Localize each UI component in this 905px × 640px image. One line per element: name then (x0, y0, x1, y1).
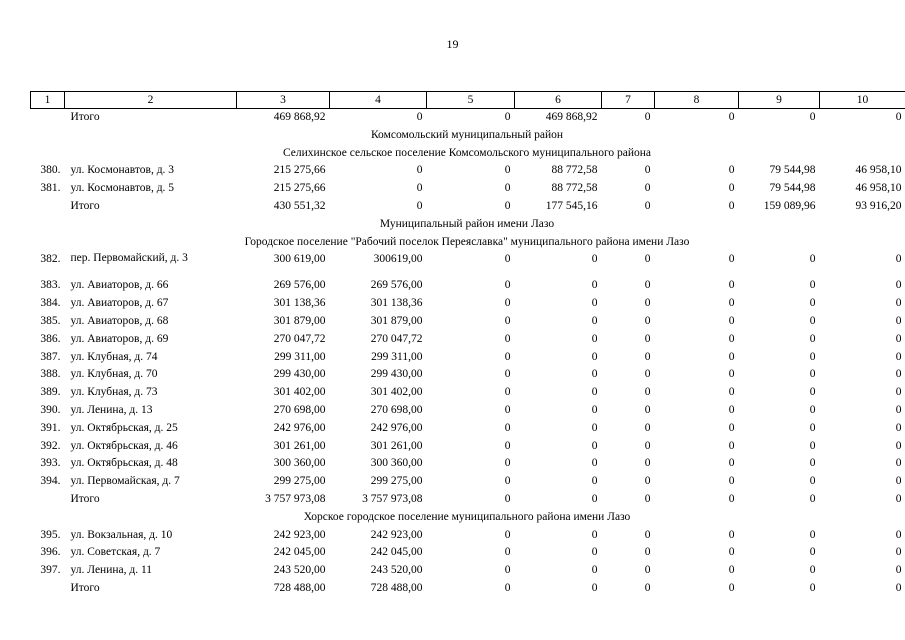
table-row (31, 529, 905, 547)
address-cell: ул. Октябрьская, д. 48 (70, 457, 178, 470)
value-cell: 3 757 973,08 (362, 492, 423, 505)
value-cell: 0 (809, 332, 816, 345)
value-cell: 0 (504, 297, 511, 310)
value-cell: 0 (895, 528, 902, 541)
table-row (31, 546, 905, 564)
value-cell: 0 (644, 457, 651, 470)
value-cell: 0 (591, 581, 598, 594)
value-cell: 270 047,72 (370, 332, 423, 345)
section-title: Комсомольский муниципальный район (370, 128, 564, 141)
value-cell: 0 (809, 439, 816, 452)
value-cell: 0 (644, 350, 651, 363)
address-cell: Итого (70, 581, 100, 594)
section-row (31, 129, 905, 147)
value-cell: 0 (504, 111, 511, 123)
value-cell: 0 (728, 546, 735, 559)
value-cell: 0 (504, 581, 511, 594)
value-cell: 0 (591, 403, 598, 416)
row-index: 387. (40, 350, 61, 363)
table-row (31, 182, 905, 200)
value-cell: 0 (591, 492, 598, 505)
table-row (31, 457, 905, 475)
column-header: 9 (739, 92, 820, 109)
section-row (31, 218, 905, 236)
value-cell: 269 576,00 (273, 279, 326, 292)
table-row (31, 351, 905, 369)
value-cell: 0 (644, 581, 651, 594)
row-index: 380. (40, 164, 61, 177)
value-cell: 301 402,00 (370, 386, 423, 399)
value-cell: 0 (728, 492, 735, 505)
value-cell: 243 520,00 (273, 564, 326, 577)
value-cell: 0 (504, 439, 511, 452)
row-index: 390. (40, 403, 61, 416)
value-cell: 0 (728, 314, 735, 327)
value-cell: 0 (809, 314, 816, 327)
value-cell: 0 (644, 403, 651, 416)
header-row (31, 92, 905, 109)
value-cell: 0 (591, 253, 598, 266)
value-cell: 0 (728, 182, 735, 195)
value-cell: 0 (809, 475, 816, 488)
value-cell: 270 698,00 (370, 403, 423, 416)
value-cell: 0 (591, 564, 598, 577)
column-header: 8 (655, 92, 739, 109)
row-index: 384. (40, 297, 61, 310)
row-index (31, 582, 65, 600)
value-cell: 0 (591, 279, 598, 292)
value-cell: 0 (504, 314, 511, 327)
address-cell: ул. Советская, д. 7 (70, 546, 161, 559)
value-cell: 242 923,00 (370, 528, 423, 541)
value-cell: 177 545,16 (545, 199, 598, 212)
table-row (31, 386, 905, 404)
value-cell: 301 138,36 (273, 297, 326, 310)
value-cell: 0 (591, 350, 598, 363)
value-cell: 0 (644, 253, 651, 266)
value-cell: 0 (504, 546, 511, 559)
table-header (31, 92, 905, 109)
value-cell: 0 (809, 111, 816, 123)
value-cell: 0 (591, 368, 598, 381)
address-cell: ул. Клубная, д. 73 (70, 386, 158, 399)
value-cell: 0 (728, 111, 735, 123)
value-cell: 0 (728, 368, 735, 381)
table-row (31, 333, 905, 351)
value-cell: 0 (728, 386, 735, 399)
value-cell: 0 (644, 314, 651, 327)
row-index: 393. (40, 457, 61, 470)
value-cell: 0 (644, 332, 651, 345)
row-index: 381. (40, 182, 61, 195)
value-cell: 299 430,00 (273, 368, 326, 381)
value-cell: 0 (809, 386, 816, 399)
value-cell: 0 (809, 368, 816, 381)
value-cell: 430 551,32 (273, 199, 326, 212)
value-cell: 0 (895, 386, 902, 399)
value-cell: 0 (504, 492, 511, 505)
address-cell: ул. Клубная, д. 70 (70, 368, 158, 381)
value-cell: 0 (591, 332, 598, 345)
value-cell: 301 261,00 (273, 439, 326, 452)
value-cell: 242 976,00 (370, 421, 423, 434)
value-cell: 299 311,00 (274, 350, 326, 363)
address-cell: ул. Авиаторов, д. 68 (70, 314, 169, 327)
value-cell: 0 (809, 297, 816, 310)
value-cell: 0 (504, 528, 511, 541)
value-cell: 3 757 973,08 (265, 492, 326, 505)
value-cell: 0 (504, 332, 511, 345)
value-cell: 79 544,98 (769, 182, 816, 195)
value-cell: 0 (809, 564, 816, 577)
column-header: 4 (330, 92, 427, 109)
value-cell: 0 (504, 350, 511, 363)
value-cell: 215 275,66 (273, 182, 326, 195)
address-cell: ул. Космонавтов, д. 5 (70, 182, 175, 195)
value-cell: 215 275,66 (273, 164, 326, 177)
section-title: Хорское городское поселение муниципального района имени Лазо (303, 510, 631, 523)
table-row (31, 422, 905, 440)
section-row (31, 511, 905, 529)
value-cell: 0 (591, 297, 598, 310)
table-row (31, 164, 905, 182)
value-cell: 0 (809, 279, 816, 292)
value-cell: 0 (728, 164, 735, 177)
value-cell: 0 (895, 403, 902, 416)
section-title: Муниципальный район имени Лазо (379, 217, 555, 230)
row-index (31, 493, 65, 511)
value-cell: 0 (728, 199, 735, 212)
row-index: 386. (40, 332, 61, 345)
section-row (31, 236, 905, 254)
total-row (31, 109, 905, 129)
value-cell: 300 360,00 (273, 457, 326, 470)
value-cell: 299 430,00 (370, 368, 423, 381)
value-cell: 0 (644, 297, 651, 310)
value-cell: 0 (728, 332, 735, 345)
row-index: 391. (40, 421, 61, 434)
value-cell: 0 (644, 199, 651, 212)
value-cell: 242 976,00 (273, 421, 326, 434)
section-title: Селихинское сельское поселение Комсомольского муниципального района (282, 146, 652, 159)
value-cell: 0 (504, 475, 511, 488)
value-cell: 0 (504, 253, 511, 266)
value-cell: 0 (895, 581, 902, 594)
column-header: 3 (237, 92, 330, 109)
value-cell: 0 (591, 421, 598, 434)
value-cell: 243 520,00 (370, 564, 423, 577)
value-cell: 0 (895, 439, 902, 452)
value-cell: 0 (644, 492, 651, 505)
value-cell: 0 (644, 111, 651, 123)
value-cell: 0 (591, 528, 598, 541)
value-cell: 0 (809, 421, 816, 434)
value-cell: 301 138,36 (370, 297, 423, 310)
value-cell: 0 (728, 564, 735, 577)
row-index: 395. (40, 528, 61, 541)
section-row (31, 147, 905, 165)
value-cell: 0 (895, 314, 902, 327)
column-header: 1 (31, 92, 65, 109)
value-cell: 0 (416, 164, 423, 177)
value-cell: 46 958,10 (855, 164, 902, 177)
row-index: 394. (40, 475, 61, 488)
value-cell: 0 (504, 182, 511, 195)
value-cell: 0 (809, 546, 816, 559)
value-cell: 0 (644, 475, 651, 488)
value-cell: 0 (504, 421, 511, 434)
value-cell: 0 (591, 546, 598, 559)
table-row (31, 440, 905, 458)
value-cell: 0 (644, 546, 651, 559)
value-cell: 0 (895, 279, 902, 292)
address-cell: ул. Вокзальная, д. 10 (70, 528, 173, 541)
value-cell: 0 (728, 439, 735, 452)
value-cell: 0 (644, 528, 651, 541)
value-cell: 242 045,00 (370, 546, 423, 559)
value-cell: 0 (728, 457, 735, 470)
value-cell: 0 (644, 164, 651, 177)
value-cell: 0 (504, 386, 511, 399)
value-cell: 0 (895, 297, 902, 310)
table-row (31, 279, 905, 297)
row-index: 396. (40, 546, 61, 559)
value-cell: 0 (591, 439, 598, 452)
value-cell: 0 (728, 253, 735, 266)
table-row (31, 368, 905, 386)
column-header: 5 (427, 92, 515, 109)
value-cell: 0 (895, 332, 902, 345)
value-cell: 0 (728, 403, 735, 416)
value-cell: 0 (895, 350, 902, 363)
value-cell: 0 (416, 199, 423, 212)
section-title: Городское поселение "Рабочий поселок Переяславка" муниципального района имени Лазо (244, 235, 690, 248)
total-row (31, 200, 905, 218)
value-cell: 0 (416, 182, 423, 195)
row-index: 389. (40, 386, 61, 399)
address-cell: ул. Космонавтов, д. 3 (70, 164, 175, 177)
row-index: 388. (40, 368, 61, 381)
address-cell: ул. Клубная, д. 74 (70, 350, 158, 363)
value-cell: 728 488,00 (273, 581, 326, 594)
address-cell: ул. Авиаторов, д. 67 (70, 297, 169, 310)
value-cell: 0 (809, 457, 816, 470)
value-cell: 0 (504, 403, 511, 416)
value-cell: 0 (504, 368, 511, 381)
row-index (31, 109, 65, 129)
value-cell: 0 (504, 564, 511, 577)
table-row (31, 404, 905, 422)
value-cell: 299 311,00 (371, 350, 423, 363)
value-cell: 469 868,92 (545, 111, 598, 123)
value-cell: 301 879,00 (273, 314, 326, 327)
address-cell: ул. Первомайская, д. 7 (70, 475, 180, 488)
address-cell: ул. Ленина, д. 11 (70, 564, 153, 577)
value-cell: 79 544,98 (769, 164, 816, 177)
value-cell: 0 (895, 492, 902, 505)
value-cell: 159 089,96 (763, 199, 816, 212)
value-cell: 0 (728, 581, 735, 594)
row-index: 383. (40, 279, 61, 292)
address-cell: ул. Октябрьская, д. 25 (70, 421, 178, 434)
value-cell: 0 (591, 475, 598, 488)
table-row (31, 475, 905, 493)
value-cell: 0 (895, 546, 902, 559)
value-cell: 0 (809, 350, 816, 363)
row-index: 382. (40, 253, 61, 266)
address-cell: пер. Первомайский, д. 3 (70, 252, 188, 265)
address-cell: ул. Ленина, д. 13 (70, 403, 153, 416)
value-cell: 0 (504, 279, 511, 292)
value-cell: 0 (895, 368, 902, 381)
value-cell: 0 (644, 439, 651, 452)
value-cell: 269 576,00 (370, 279, 423, 292)
address-cell: ул. Авиаторов, д. 66 (70, 279, 169, 292)
value-cell: 0 (728, 421, 735, 434)
value-cell: 46 958,10 (855, 182, 902, 195)
value-cell: 270 047,72 (273, 332, 326, 345)
value-cell: 0 (591, 386, 598, 399)
value-cell: 0 (591, 314, 598, 327)
value-cell: 299 275,00 (273, 475, 326, 488)
value-cell: 301 879,00 (370, 314, 423, 327)
row-index: 392. (40, 439, 61, 452)
value-cell: 242 923,00 (273, 528, 326, 541)
value-cell: 0 (895, 253, 902, 266)
row-index: 397. (40, 564, 61, 577)
address-cell: Итого (70, 492, 100, 505)
value-cell: 301 261,00 (370, 439, 423, 452)
address-cell: ул. Октябрьская, д. 46 (70, 439, 178, 452)
value-cell: 0 (644, 386, 651, 399)
total-row (31, 493, 905, 511)
value-cell: 88 772,58 (551, 182, 598, 195)
value-cell: 300 360,00 (370, 457, 423, 470)
value-cell: 0 (504, 164, 511, 177)
value-cell: 88 772,58 (551, 164, 598, 177)
page-number: 19 (446, 37, 459, 51)
column-header: 10 (820, 92, 905, 109)
value-cell: 242 045,00 (273, 546, 326, 559)
data-table (30, 91, 905, 600)
value-cell: 0 (809, 403, 816, 416)
value-cell: 728 488,00 (370, 581, 423, 594)
value-cell: 300619,00 (373, 253, 423, 266)
column-header: 6 (515, 92, 602, 109)
value-cell: 0 (809, 492, 816, 505)
value-cell: 93 916,20 (855, 199, 902, 212)
value-cell: 299 275,00 (370, 475, 423, 488)
value-cell: 0 (728, 350, 735, 363)
value-cell: 0 (895, 111, 902, 123)
value-cell: 0 (416, 111, 423, 123)
row-index: 385. (40, 314, 61, 327)
value-cell: 0 (644, 564, 651, 577)
value-cell: 0 (728, 475, 735, 488)
table-row (31, 315, 905, 333)
table-body (31, 109, 905, 600)
value-cell: 0 (644, 182, 651, 195)
column-header: 7 (602, 92, 655, 109)
value-cell: 0 (644, 368, 651, 381)
value-cell: 0 (895, 475, 902, 488)
value-cell: 0 (504, 457, 511, 470)
value-cell: 0 (809, 581, 816, 594)
address-cell: Итого (70, 199, 100, 212)
address-cell: ул. Авиаторов, д. 69 (70, 332, 169, 345)
value-cell: 469 868,92 (273, 111, 326, 123)
total-row (31, 582, 905, 600)
value-cell: 0 (644, 421, 651, 434)
value-cell: 270 698,00 (273, 403, 326, 416)
value-cell: 0 (809, 253, 816, 266)
value-cell: 0 (728, 279, 735, 292)
value-cell: 0 (895, 564, 902, 577)
table-row (31, 297, 905, 315)
value-cell: 0 (591, 457, 598, 470)
address-cell: Итого (70, 111, 100, 123)
column-header: 2 (65, 92, 237, 109)
value-cell: 301 402,00 (273, 386, 326, 399)
value-cell: 0 (644, 279, 651, 292)
value-cell: 0 (895, 457, 902, 470)
table-row (31, 253, 905, 279)
value-cell: 0 (728, 297, 735, 310)
value-cell: 0 (809, 528, 816, 541)
value-cell: 300 619,00 (273, 253, 326, 266)
value-cell: 0 (895, 421, 902, 434)
table-row (31, 564, 905, 582)
row-index (31, 200, 65, 218)
value-cell: 0 (504, 199, 511, 212)
value-cell: 0 (728, 528, 735, 541)
